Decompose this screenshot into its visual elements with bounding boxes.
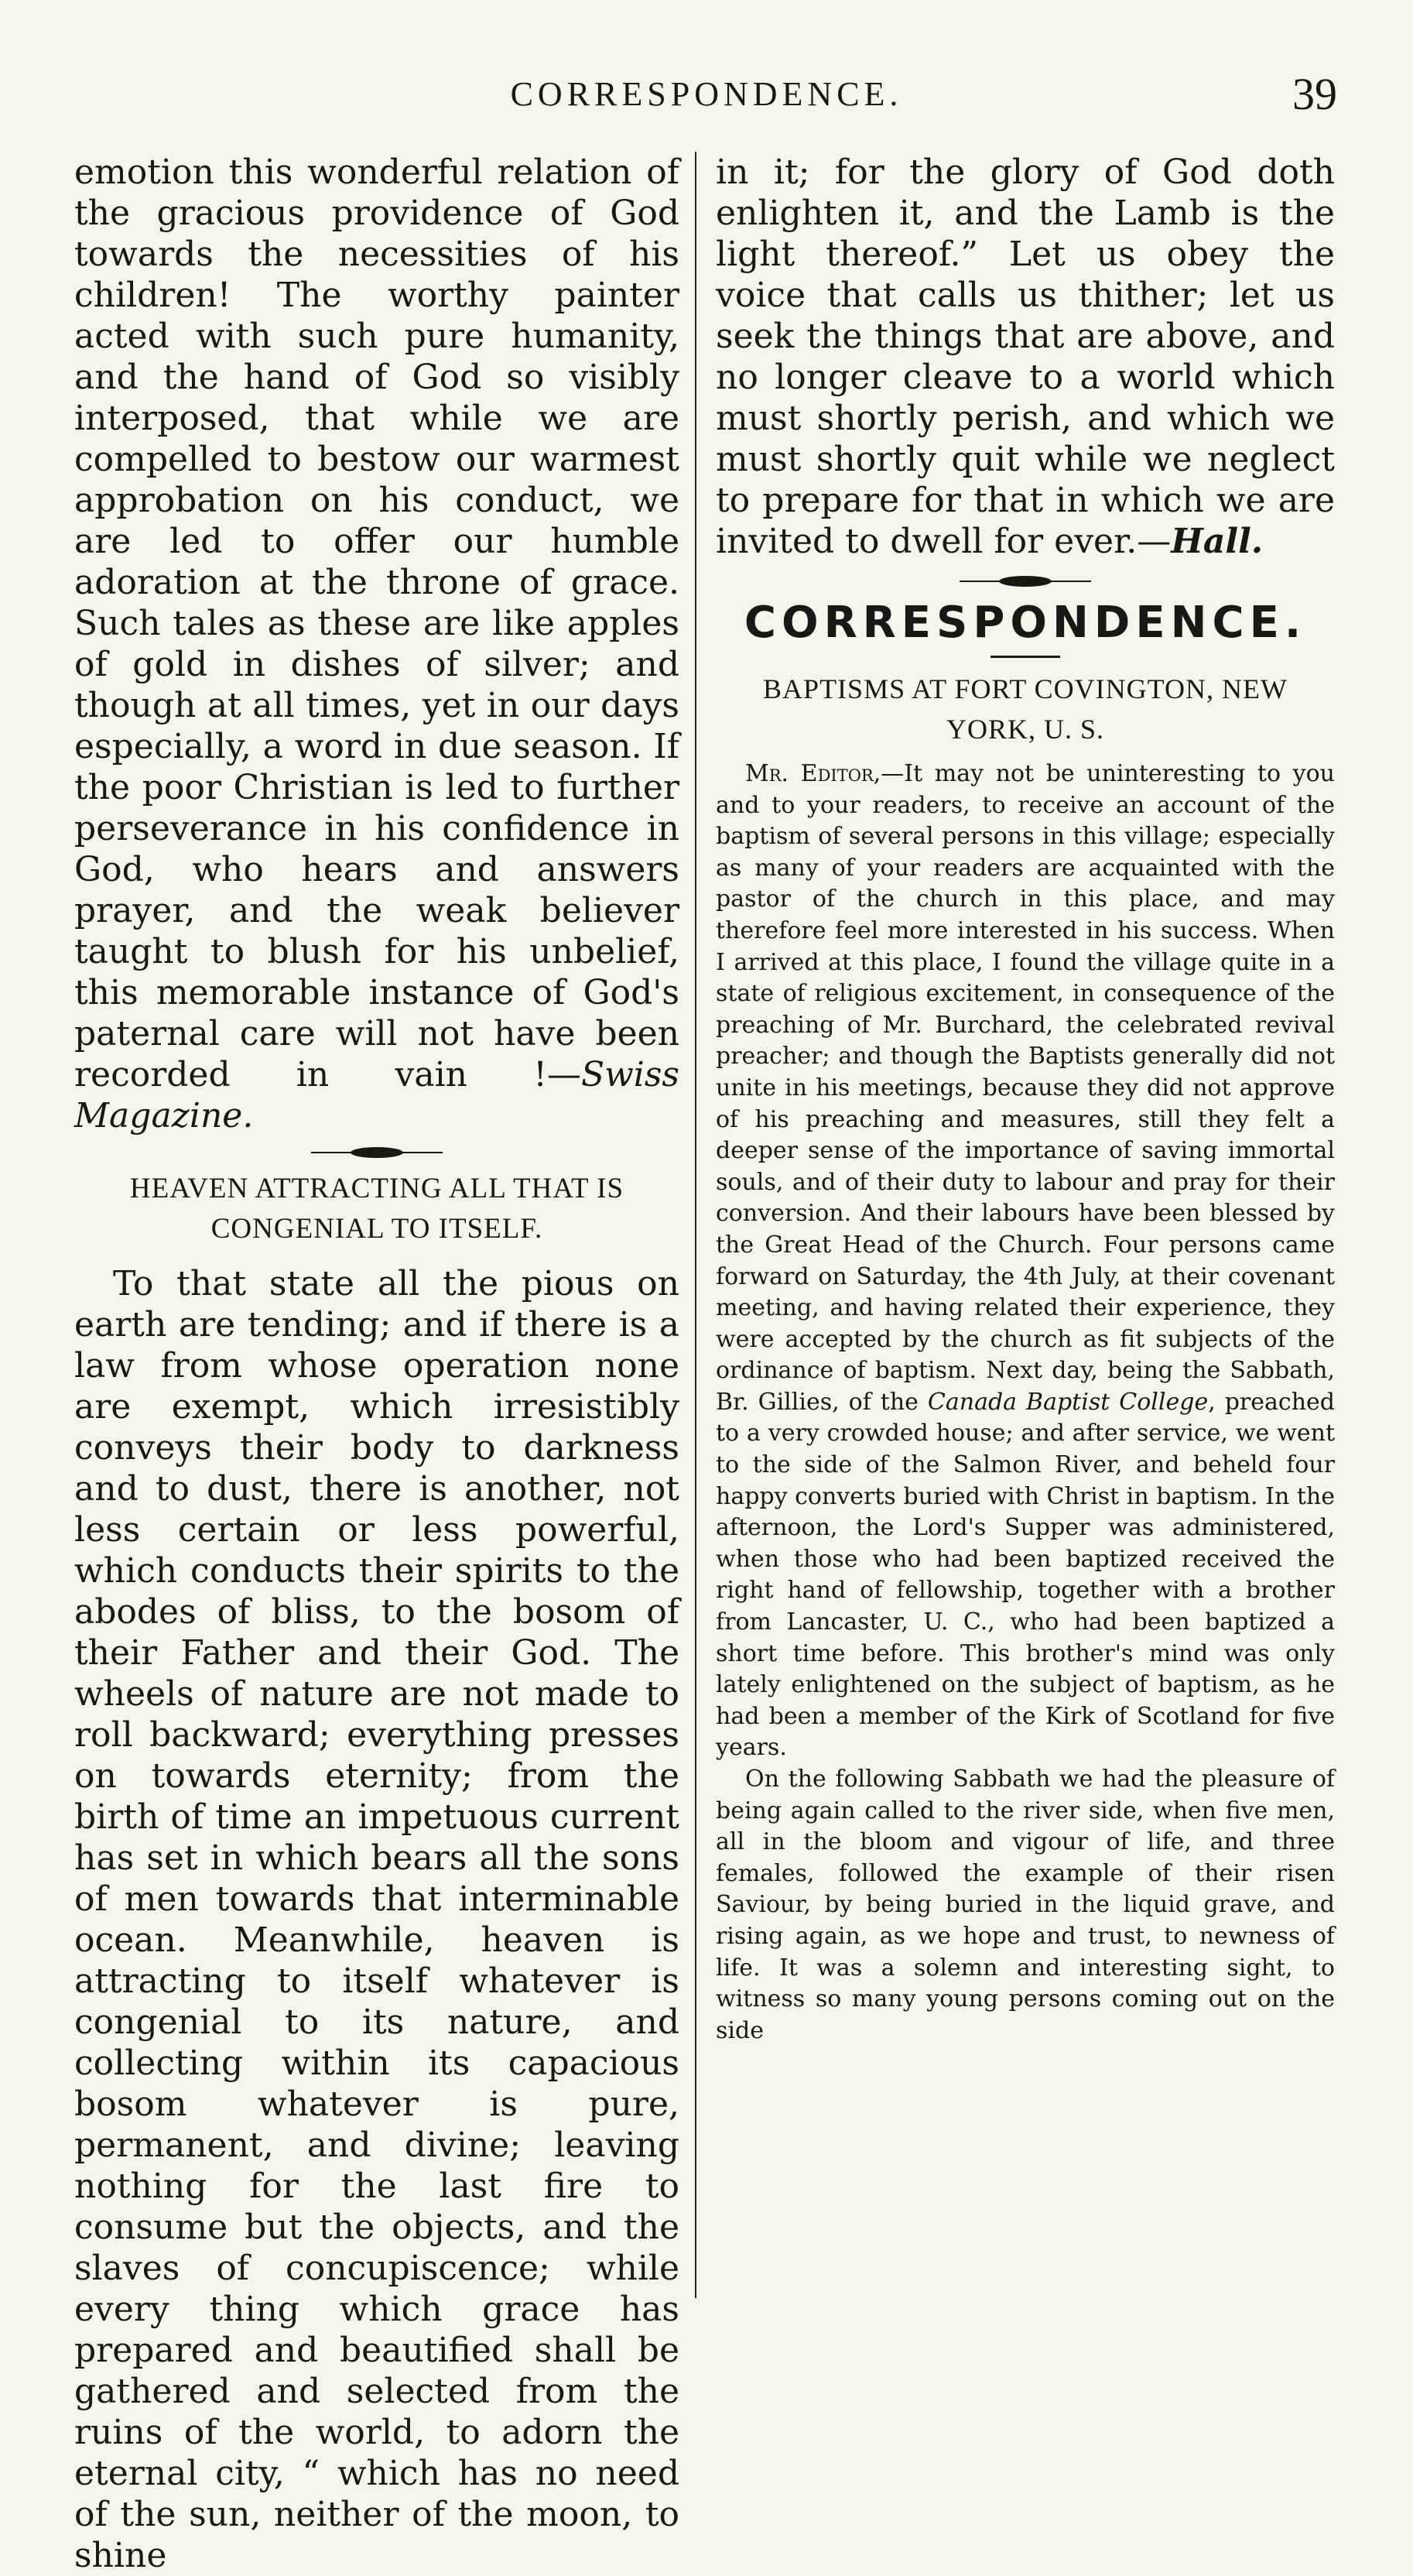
source-citation: Swiss Magazine. bbox=[74, 1055, 679, 1136]
left-column bbox=[74, 152, 679, 2575]
running-head: CORRESPONDENCE. bbox=[510, 75, 903, 113]
ornament-divider bbox=[960, 573, 1091, 590]
ornament-divider bbox=[311, 1144, 443, 1161]
source-citation: Hall. bbox=[1171, 522, 1264, 561]
letter-paragraph-2: On the following Sabbath we had the pleasure of being again called to the river side, when five men, all in the bloom and vigour of life, and three females, followed the example of their risen Saviour, by being buried in the liquid grave, and rising again, as we hope and trust, to newness of life. It was a solemn and interesting sight, to witness so many young persons coming out on the side bbox=[716, 1766, 1335, 2044]
right-column bbox=[716, 152, 1335, 2306]
section-title: CORRESPONDENCE. bbox=[744, 598, 1307, 648]
article-heading: HEAVEN ATTRACTING ALL THAT IS CONGENIAL TO ITSELF. bbox=[129, 1173, 624, 1245]
left-paragraph-1: emotion this wonderful relation of the gracious providence of God towards the necessities of his children! The worthy painter acted with such pure humanity, and the hand of God so visibly interposed, that while we are compelled to bestow our warmest approbation on his conduct, we are led to offer our humble adoration at the throne of grace. Such tales as these are like apples of gold in dishes of silver; and though at all times, yet in our days especially, a word in due season. If the poor Christian is led to further perseverance in his confidence in God, who hears and answers prayer, and the weak believer taught to blush for his unbelief, this memorable instance of God's paternal care will not have been recorded in vain !—Swiss Magazine. bbox=[74, 152, 679, 1136]
column-rule bbox=[695, 152, 696, 2298]
college-name: Canada Baptist College bbox=[927, 1388, 1209, 1416]
page-number: 39 bbox=[1292, 69, 1337, 119]
page-header bbox=[76, 69, 1337, 128]
letter-paragraph-1: Mr. Editor,—It may not be uninteresting to you and to your readers, to receive an account of the baptism of several persons in this village; especially as many of your readers are acquainted with the pastor of the church in this place, and may therefore feel more interested in his success. When I arrived at this place, I found the village quite in a state of religious excitement, in consequence of the preaching of Mr. Burchard, the celebrated revival preacher; and though the Baptists generally did not unite in his meetings, because they did not approve of his preaching and measures, still they felt a deeper sense of the importance of saving immortal souls, and of their duty to labour and pray for their conversion. And their labours have been blessed by the Great Head of the Church. Four persons came forward on Saturday, the 4th July, at their covenant meeting, and having related their experience, they were accepted by the church as fit subjects of the ordinance of baptism. Next day, being the Sabbath, Br. Gillies, of the Canada Baptist College, preached to a very crowded house; and after service, we went to the side of the Salmon River, and beheld four happy converts buried with Christ in baptism. In the afternoon, the Lord's Supper was administered, when those who had been baptized received the right hand of fellowship, together with a brother from Lancaster, U. C., who had been baptized a short time before. This brother's mind was only lately enlightened on the subject of baptism, as he had been a member of the Kirk of Scotland for five years. bbox=[716, 760, 1335, 1762]
right-paragraph-1: in it; for the glory of God doth enlighten it, and the Lamb is the light thereof.” Let us obey the voice that calls us thither; let us seek the things that are above, and no longer cleave to a world which must shortly perish, and which we must shortly quit while we neglect to prepare for that in which we are invited to dwell for ever.—Hall. bbox=[716, 152, 1335, 561]
letter-heading: BAPTISMS AT FORT COVINGTON, NEW YORK, U. S. bbox=[763, 673, 1288, 745]
left-paragraph-2: To that state all the pious on earth are tending; and if there is a law from whose operation none are exempt, which irresistibly conveys their body to darkness and to dust, there is another, not less certain or less powerful, which conducts their spirits to the abodes of bliss, to the bosom of their Father and their God. The wheels of nature are not made to roll backward; everything presses on towards eternity; from the birth of time an impetuous current has set in which bears all the sons of men towards that interminable ocean. Meanwhile, heaven is attracting to itself whatever is congenial to its nature, and collecting within its capacious bosom whatever is pure, permanent, and divine; leaving nothing for the last fire to consume but the objects, and the slaves of concupiscence; while every thing which grace has prepared and beautified shall be gathered and selected from the ruins of the world, to adorn the eternal city, “ which has no need of the sun, neither of the moon, to shine bbox=[74, 1264, 679, 2575]
short-rule bbox=[990, 656, 1060, 658]
salutation: Mr. Editor, bbox=[745, 760, 881, 787]
